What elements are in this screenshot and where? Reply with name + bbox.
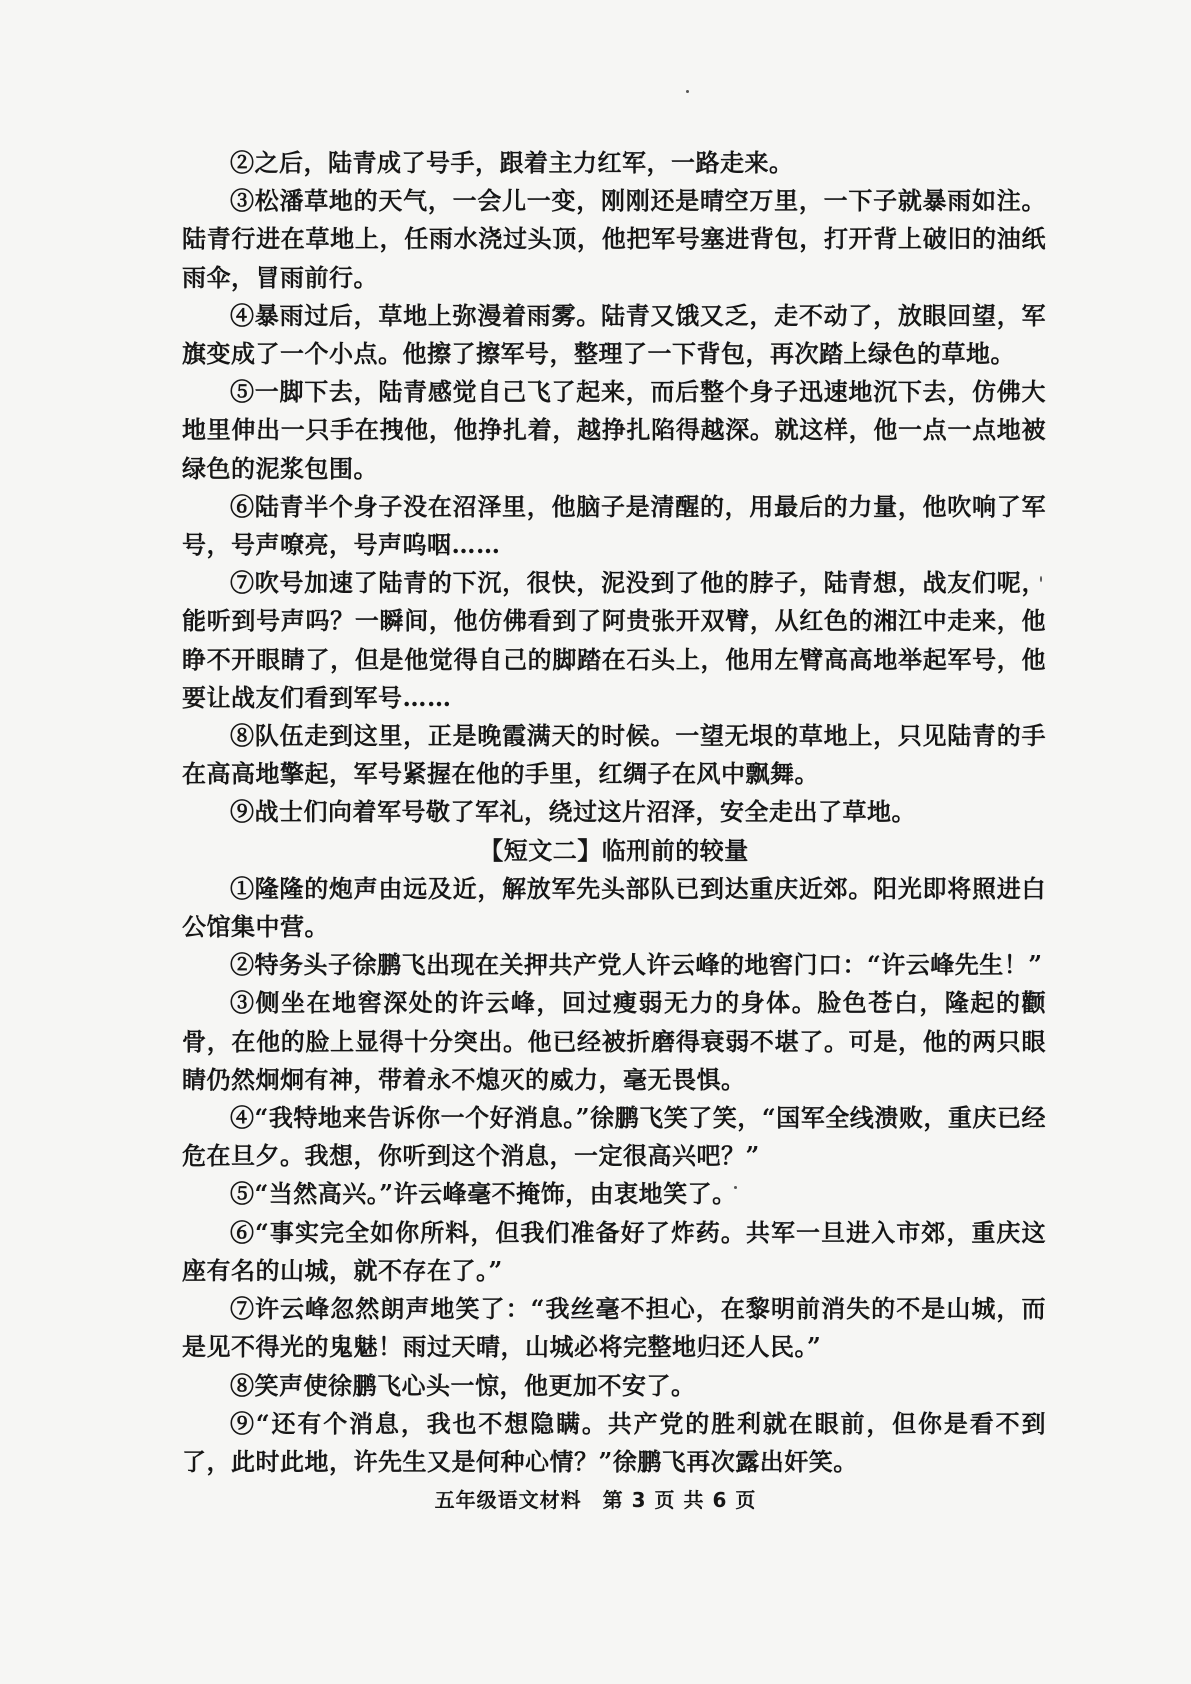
story2-paragraph-5: ⑤“当然高兴。”许云峰毫不掩饰，由衷地笑了。 (230, 1179, 737, 1209)
story2-paragraph-2: ②特务头子徐鹏飞出现在关押共产党人许云峰的地窖门口：“许云峰先生！” (230, 950, 1043, 980)
story2-paragraph-4: ④“我特地来告诉你一个好消息。”徐鹏飞笑了笑，“国军全线溃败，重庆已经危在旦夕。我想，你听到这个消息，一定很高兴吧？” (182, 1103, 1046, 1171)
story1-paragraph-6: ⑥陆青半个身子没在沼泽里，他脑子是清醒的，用最后的力量，他吹响了军号，号声嘹亮，号声呜咽…… (182, 491, 1046, 560)
reading-passages (182, 144, 1046, 1481)
story2-paragraph-6: ⑥“事实完全如你所料，但我们准备好了炸药。共军一旦进入市郊，重庆这座有名的山城，就不存在了。” (182, 1217, 1046, 1285)
story-two (182, 870, 1046, 1481)
story2-paragraph-9: ⑨“还有个消息，我也不想隐瞒。共产党的胜利就在眼前，但你是看不到了，此时此地，许先生又是何种心情？”徐鹏飞再次露出奸笑。 (182, 1408, 1046, 1476)
page-footer: 五年级语文材料 第 3 页 共 6 页 (434, 1488, 757, 1512)
story1-paragraph-2: ②之后，陆青成了号手，跟着主力红军，一路走来。 (230, 148, 794, 177)
story2-paragraph-8: ⑧笑声使徐鹏飞心头一惊，他更加不安了。 (230, 1370, 696, 1400)
story1-paragraph-4: ④暴雨过后，草地上弥漫着雨雾。陆青又饿又乏，走不动了，放眼回望，军旗变成了一个小点。他擦了擦军号，整理了一下背包，再次踏上绿色的草地。 (182, 300, 1046, 369)
story1-paragraph-5: ⑤一脚下去，陆青感觉自己飞了起来，而后整个身子迅速地沉下去，仿佛大地里伸出一只手在拽他，他挣扎着，越挣扎陷得越深。就这样，他一点一点地被绿色的泥浆包围。 (182, 377, 1046, 483)
story-one (182, 144, 1046, 832)
scan-speck (686, 90, 689, 93)
story1-paragraph-3: ③松潘草地的天气，一会儿一变，刚刚还是晴空万里，一下子就暴雨如注。陆青行进在草地上，任雨水浇过头顶，他把军号塞进背包，打开背上破旧的油纸雨伞，冒雨前行。 (182, 186, 1046, 292)
story1-paragraph-8: ⑧队伍走到这里，正是晚霞满天的时候。一望无垠的草地上，只见陆青的手在高高地擎起，军号紧握在他的手里，红绸子在风中飘舞。 (182, 721, 1046, 789)
story1-paragraph-7: ⑦吹号加速了陆青的下沉，很快，泥没到了他的脖子，陆青想，战友们呢，能听到号声吗？一瞬间，他仿佛看到了阿贵张开双臂，从红色的湘江中走来，他睁不开眼睛了，但是他觉得自己的脚踏在石头上，他用左臂高高地举起军号，他要让战友们看到军号…… (182, 568, 1046, 712)
story2-paragraph-1: ①隆隆的炮声由远及近，解放军先头部队已到达重庆近郊。阳光即将照进白公馆集中营。 (182, 873, 1046, 942)
story1-paragraph-9: ⑨战士们向着军号敬了军礼，绕过这片沼泽，安全走出了草地。 (230, 797, 916, 827)
story2-paragraph-3: ③侧坐在地窖深处的许云峰，回过瘦弱无力的身体。脸色苍白，隆起的颧骨，在他的脸上显得十分突出。他已经被折磨得衰弱不堪了。可是，他的两只眼睛仍然炯炯有神，带着永不熄灭的威力，毫无畏惧。 (182, 988, 1046, 1094)
story2-title: 【短文二】临刑前的较量 (479, 835, 749, 865)
story2-paragraph-7: ⑦许云峰忽然朗声地笑了：“我丝毫不担心，在黎明前消失的不是山城，而是见不得光的鬼魅！雨过天晴，山城必将完整地归还人民。” (182, 1294, 1046, 1362)
